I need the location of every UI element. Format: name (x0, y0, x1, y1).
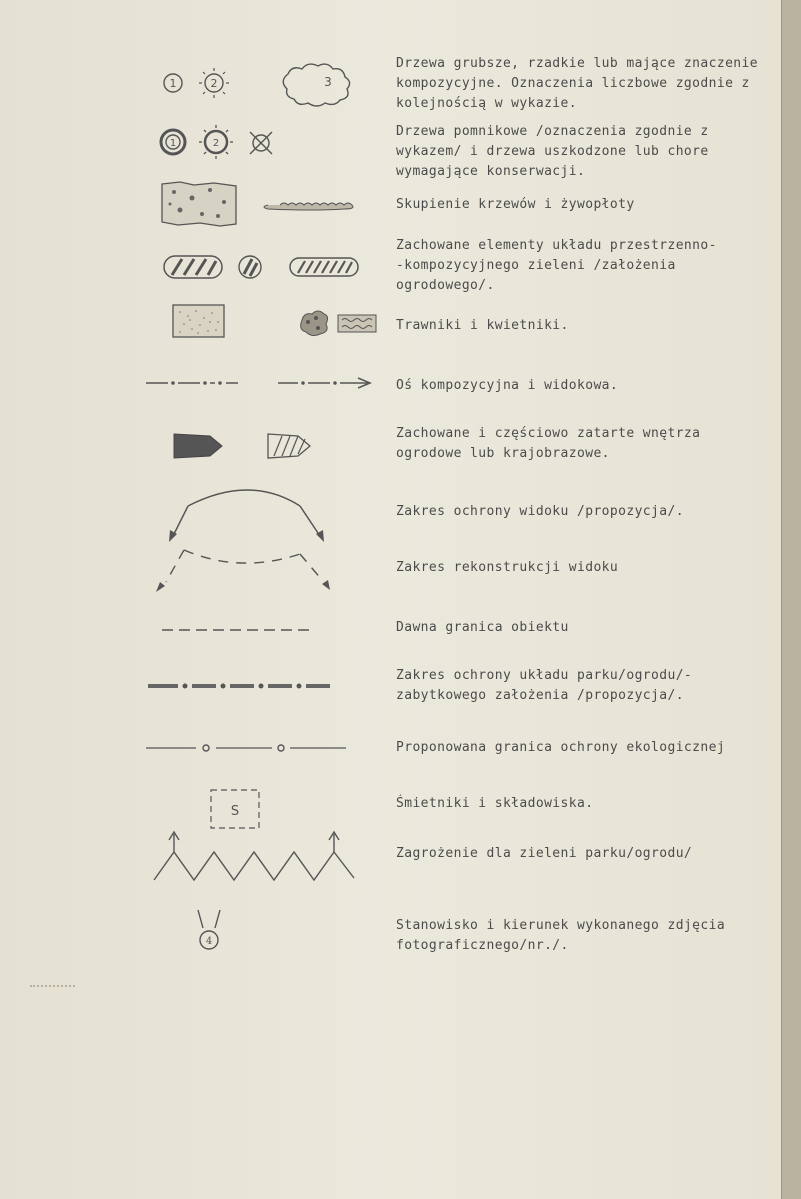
tree-number-3: 3 (324, 75, 332, 89)
legend-text-eco-boundary: Proponowana granica ochrony ekologicznej (396, 740, 726, 755)
legend-text-shrubs: Skupienie krzewów i żywopłoty (396, 197, 635, 212)
photo-point-symbol (140, 904, 380, 960)
legend-text-view-reconstruction: Zakres rekonstrukcji widoku (396, 560, 619, 575)
park-protection-symbol (140, 664, 380, 708)
dump-symbol (140, 784, 380, 834)
legend-text-thick-trees: Drzewa grubsze, rzadkie lub mające znaczenie kompozycyjne. Oznaczenia liczbowe zgodnie z kolejnością w wykazie. (396, 56, 758, 111)
tree-number-2: 2 (210, 77, 218, 90)
eco-boundary-symbol (140, 736, 380, 760)
legend-text-park-protection: Zakres ochrony układu parku/ogrodu/- zabytkowego założenia /propozycja/. (396, 668, 693, 703)
legend-text-former-boundary: Dawna granica obiektu (396, 620, 569, 635)
page-edge (781, 0, 801, 1199)
page-mark (30, 985, 75, 989)
axis-symbols (140, 370, 380, 400)
interior-symbols (140, 424, 380, 468)
legend-text-monument-trees: Drzewa pomnikowe /oznaczenia zgodnie z wykazem/ i drzewa uszkodzone lub chore wymagające konserwacji. (396, 124, 709, 179)
dump-letter: S (230, 804, 240, 819)
monument-number-1: 1 (169, 138, 177, 149)
legend-text-lawns: Trawniki i kwietniki. (396, 318, 569, 333)
legend-text-axis: Oś kompozycyjna i widokowa. (396, 378, 619, 393)
view-protection-symbol (140, 484, 380, 548)
shrub-symbols (140, 178, 380, 228)
legend-text-interiors: Zachowane i częściowo zatarte wnętrza ogrodowe lub krajobrazowe. (396, 426, 701, 461)
legend-text-view-protection: Zakres ochrony widoku /propozycja/. (396, 504, 684, 519)
threat-symbol (140, 828, 380, 888)
legend-text-threat: Zagrożenie dla zieleni parku/ogrodu/ (396, 846, 693, 861)
legend-text-preserved-elements: Zachowane elementy układu przestrzenno- -kompozycyjnego zieleni /założenia ogrodowego/. (396, 238, 717, 293)
legend-text-photo-point: Stanowisko i kierunek wykonanego zdjęcia fotograficznego/nr./. (396, 918, 726, 953)
monument-tree-symbols (140, 120, 380, 170)
lawn-symbols (140, 302, 380, 346)
preserved-element-symbols (140, 236, 380, 286)
tree-symbols (140, 52, 380, 112)
view-reconstruction-symbol (140, 544, 380, 600)
legend-text-dumps: Śmietniki i składowiska. (396, 796, 594, 811)
monument-number-2: 2 (212, 138, 220, 149)
former-boundary-symbol (140, 616, 380, 640)
photo-number: 4 (205, 936, 213, 947)
tree-number-1: 1 (169, 77, 177, 90)
